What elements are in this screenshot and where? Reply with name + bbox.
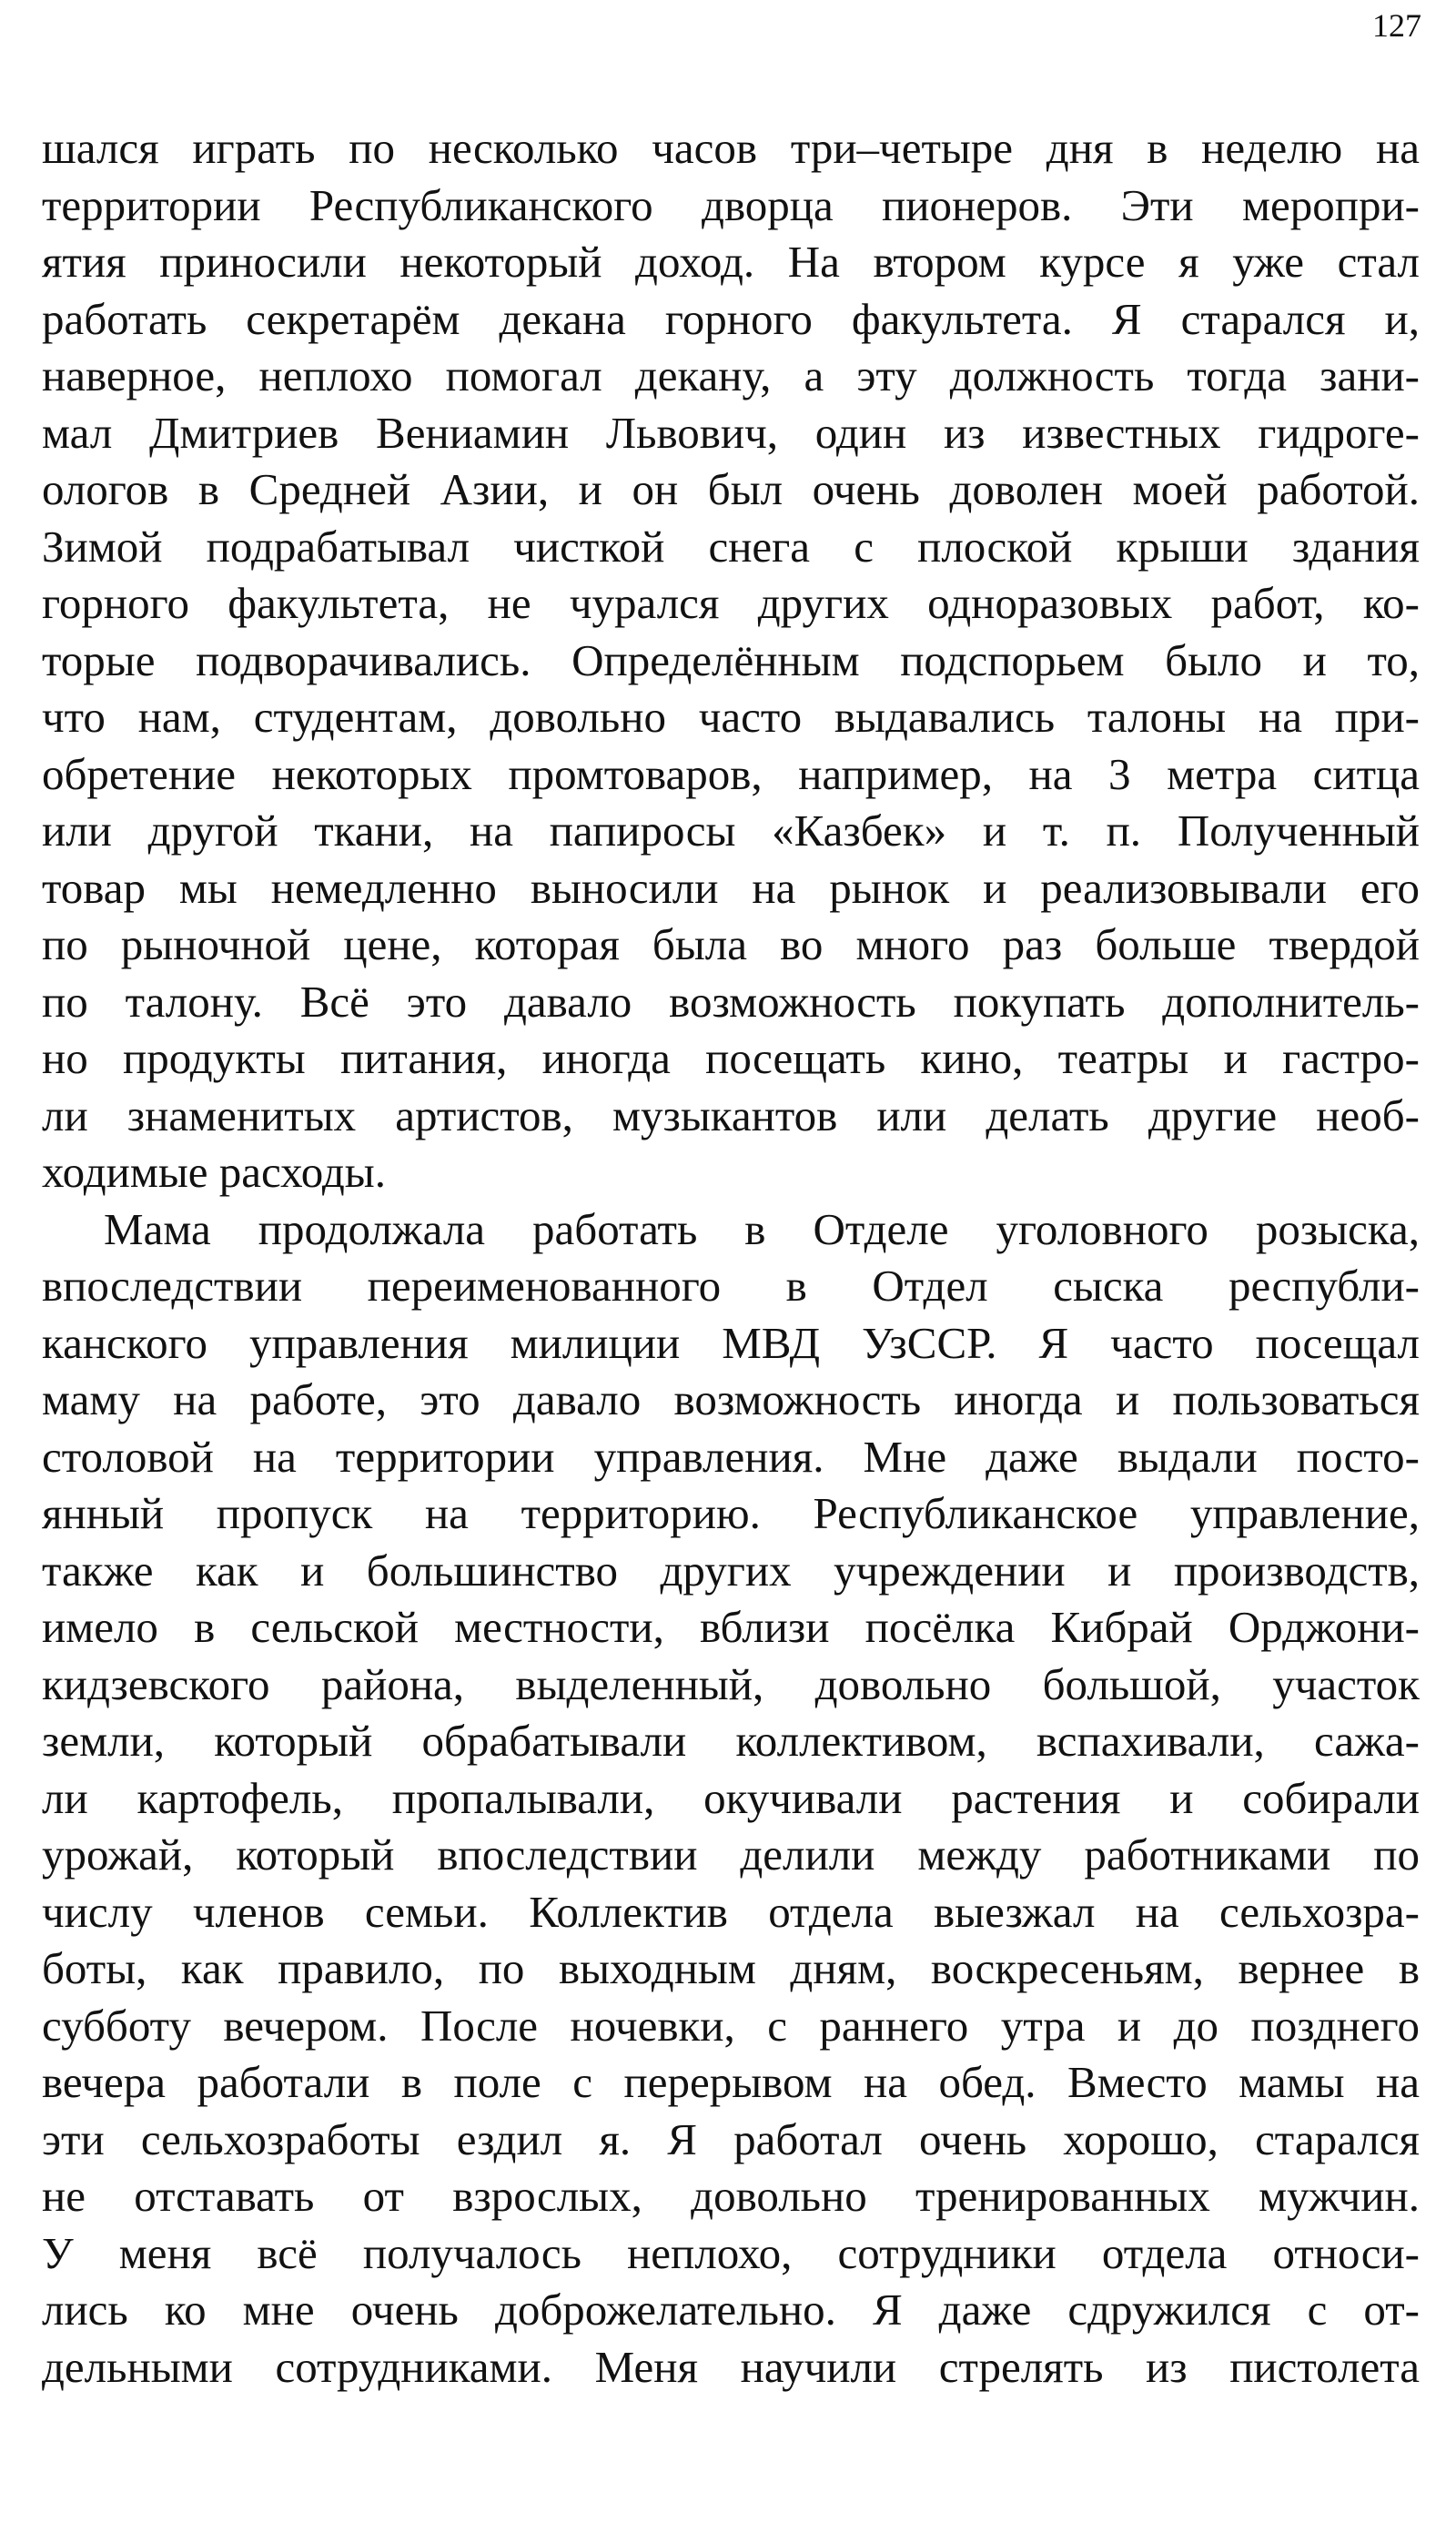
text-line: ли картофель, пропалывали, окучивали растения и собирали bbox=[42, 1772, 1420, 1823]
text-line: впоследствии переименованного в Отдел сыска республи- bbox=[42, 1261, 1420, 1311]
text-line: маму на работе, это давало возможность иногда и пользоваться bbox=[42, 1374, 1420, 1424]
text-body bbox=[42, 120, 1420, 2396]
text-line: земли, который обрабатывали коллективом, вспахивали, сажа- bbox=[42, 1716, 1420, 1766]
text-line: столовой на территории управления. Мне даже выдали посто- bbox=[42, 1431, 1420, 1482]
text-line: ятия приносили некоторый доход. На втором курсе я уже стал bbox=[42, 237, 1420, 287]
text-line: товар мы немедленно выносили на рынок и реализовывали его bbox=[42, 862, 1420, 913]
text-line: янный пропуск на территорию. Республиканское управление, bbox=[42, 1488, 1420, 1538]
text-line: мал Дмитриев Вениамин Львович, один из известных гидроге- bbox=[42, 407, 1420, 458]
text-line: или другой ткани, на папиросы «Казбек» и т. п. Полученный bbox=[42, 806, 1420, 856]
text-line: числу членов семьи. Коллектив отдела выезжал на сельхозра- bbox=[42, 1886, 1420, 1937]
text-line: что нам, студентам, довольно часто выдавались талоны на при- bbox=[42, 692, 1420, 742]
text-line: дельными сотрудниками. Меня научили стрелять из пистолета bbox=[42, 2341, 1420, 2392]
text-line: вечера работали в поле с перерывом на обед. Вместо мамы на bbox=[42, 2057, 1420, 2107]
text-line: У меня всё получалось неплохо, сотрудники отдела относи- bbox=[42, 2227, 1420, 2278]
text-line: обретение некоторых промтоваров, например, на 3 метра ситца bbox=[42, 748, 1420, 799]
text-line: работать секретарём декана горного факультета. Я старался и, bbox=[42, 293, 1420, 344]
text-line: не отставать от взрослых, довольно тренированных мужчин. bbox=[42, 2171, 1420, 2221]
text-line: кидзевского района, выделенный, довольно большой, участок bbox=[42, 1658, 1420, 1709]
text-line: урожай, который впоследствии делили между работниками по bbox=[42, 1829, 1420, 1880]
text-line: субботу вечером. После ночевки, с раннего утра и до позднего bbox=[42, 2000, 1420, 2051]
text-line: эти сельхозработы ездил я. Я работал очень хорошо, старался bbox=[42, 2113, 1420, 2164]
text-line: наверное, неплохо помогал декану, а эту должность тогда зани- bbox=[42, 350, 1420, 400]
text-line: по талону. Всё это давало возможность покупать дополнитель- bbox=[42, 976, 1420, 1027]
text-line: шался играть по несколько часов три–четыре дня в неделю на bbox=[42, 123, 1420, 173]
text-line: горного факультета, не чурался других одноразовых работ, ко- bbox=[42, 578, 1420, 628]
text-line: канского управления милиции МВД УзССР. Я часто посещал bbox=[42, 1317, 1420, 1368]
text-line: боты, как правило, по выходным дням, воскресеньям, вернее в bbox=[42, 1943, 1420, 1993]
text-line: ли знаменитых артистов, музыкантов или делать другие необ- bbox=[42, 1089, 1420, 1140]
text-line: Мама продолжала работать в Отделе уголовного розыска, bbox=[104, 1203, 1420, 1254]
text-line: по рыночной цене, которая была во много раз больше твердой bbox=[42, 919, 1420, 969]
text-line: торые подворачивались. Определённым подспорьем было и то, bbox=[42, 634, 1420, 685]
text-line: лись ко мне очень доброжелательно. Я даже сдружился с от- bbox=[42, 2285, 1420, 2335]
text-line: территории Республиканского дворца пионеров. Эти меропри- bbox=[42, 179, 1420, 230]
text-line: также как и большинство других учреждении и производств, bbox=[42, 1545, 1420, 1596]
text-line: но продукты питания, иногда посещать кино, театры и гастро- bbox=[42, 1033, 1420, 1083]
page-number: 127 bbox=[1372, 7, 1421, 44]
paragraph-2 bbox=[42, 1201, 1420, 2396]
text-line: ходимые расходы. bbox=[42, 1147, 386, 1197]
text-line: ологов в Средней Азии, и он был очень доволен моей работой. bbox=[42, 464, 1420, 514]
text-line: имело в сельской местности, вблизи посёлка Кибрай Орджони- bbox=[42, 1602, 1420, 1652]
text-line: Зимой подрабатывал чисткой снега с плоской крыши здания bbox=[42, 521, 1420, 572]
paragraph-1 bbox=[42, 120, 1420, 1201]
